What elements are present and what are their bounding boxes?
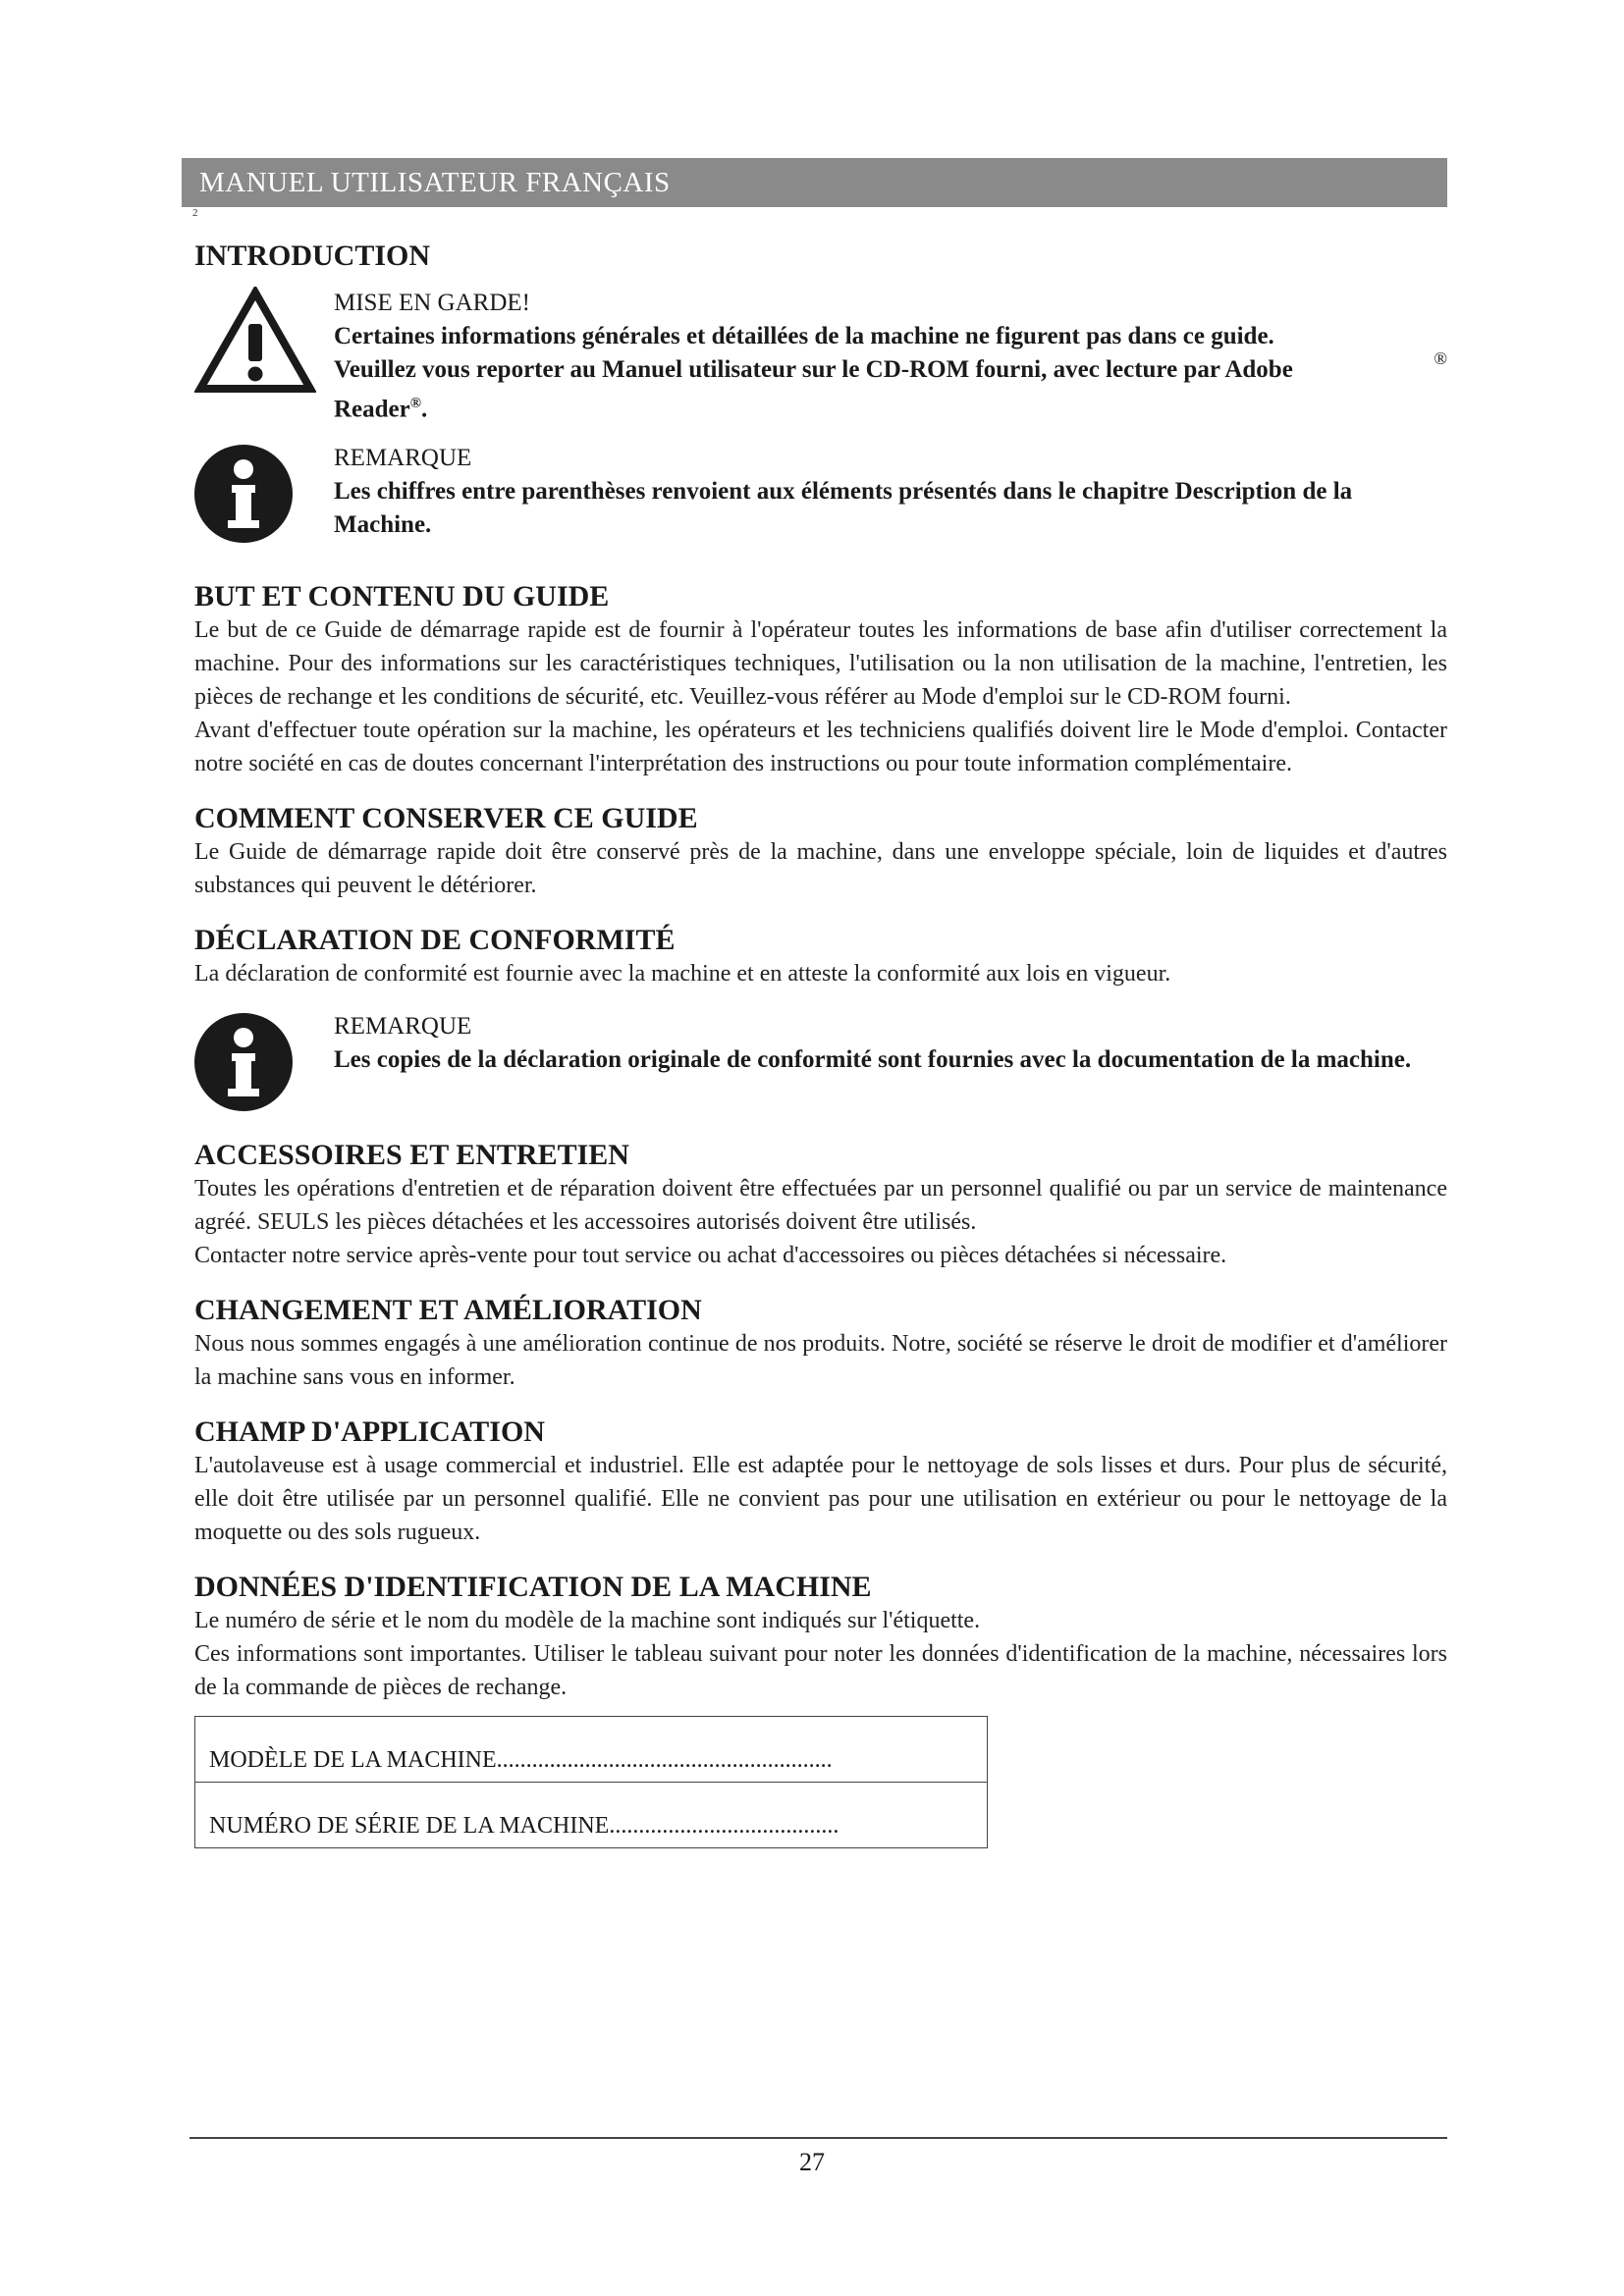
intro-note: [194, 442, 1447, 551]
changement-paragraph: Nous nous sommes engagés à une amélioration continue de nos produits. Notre, société se réserve le droit de modifier et d'améliorer la machine sans vous en informer.: [194, 1331, 1447, 1391]
warning-line-3: [334, 387, 1447, 426]
warning-line-3-end: .: [420, 396, 428, 423]
declaration-heading: DÉCLARATION DE CONFORMITÉ: [194, 924, 676, 957]
donnees-heading: DONNÉES D'IDENTIFICATION DE LA MACHINE: [194, 1571, 872, 1604]
warning-triangle-icon: [194, 287, 322, 400]
footer-divider: [189, 2137, 1447, 2139]
machine-model-field[interactable]: MODÈLE DE LA MACHINE.........................................................: [195, 1717, 988, 1783]
donnees-paragraph-1: Le numéro de série et le nom du modèle de la machine sont indiqués sur l'étiquette.: [194, 1608, 981, 1634]
content: [194, 240, 1447, 1848]
machine-serial-field[interactable]: NUMÉRO DE SÉRIE DE LA MACHINE.......................................: [195, 1783, 988, 1848]
declaration-note: [194, 1010, 1447, 1119]
accessoires-heading: ACCESSOIRES ET ENTRETIEN: [194, 1139, 629, 1172]
page-number: 27: [799, 2148, 825, 2176]
warning-title: MISE EN GARDE!: [334, 290, 530, 316]
note-title: REMARQUE: [334, 445, 472, 472]
warning-line-2: Veuillez vous reporter au Manuel utilisateur sur le CD-ROM fourni, avec lecture par Adobe: [334, 356, 1293, 383]
registered-mark-right: ®: [1434, 348, 1447, 368]
info-icon: [194, 442, 322, 551]
table-row: [195, 1783, 988, 1848]
registered-mark: ®: [409, 396, 421, 411]
but-paragraph-1: Le but de ce Guide de démarrage rapide est de fournir à l'opérateur toutes les informations de base afin d'utiliser correctement la machine. Pour des informations sur les caractéristiques techniques, l'utilisation ou la non utilisation de la machine, l'entretien, les pièces de rechange et les conditions de sécurité, etc. Veuillez-vous référer au Mode d'emploi sur le CD-ROM fourni.: [194, 617, 1447, 711]
conserver-paragraph: Le Guide de démarrage rapide doit être conservé près de la machine, dans une enveloppe spéciale, loin de liquides et d'autres substances qui peuvent le détériorer.: [194, 839, 1447, 899]
warning-line-1: Certaines informations générales et détaillées de la machine ne figurent pas dans ce guide.: [334, 323, 1274, 349]
header-title: MANUEL UTILISATEUR FRANÇAIS: [199, 167, 671, 198]
changement-heading: CHANGEMENT ET AMÉLIORATION: [194, 1294, 702, 1327]
header-small-number: 2: [192, 207, 198, 219]
header-bar: [182, 158, 1447, 207]
note-body: Les chiffres entre parenthèses renvoient aux éléments présentés dans le chapitre Description de la Machine.: [334, 478, 1353, 539]
warning-notice: [194, 287, 1447, 426]
declaration-note-title: REMARQUE: [334, 1013, 472, 1041]
identification-table: [194, 1716, 988, 1848]
reader-word: Reader: [334, 396, 410, 423]
declaration-note-body: Les copies de la déclaration originale de conformité sont fournies avec la documentation de la machine.: [334, 1046, 1412, 1074]
but-heading: BUT ET CONTENU DU GUIDE: [194, 580, 610, 614]
introduction-heading: INTRODUCTION: [194, 240, 431, 272]
info-icon: [194, 1010, 322, 1119]
champ-heading: CHAMP D'APPLICATION: [194, 1415, 545, 1449]
conserver-heading: COMMENT CONSERVER CE GUIDE: [194, 802, 698, 835]
but-paragraph-2: Avant d'effectuer toute opération sur la machine, les opérateurs et les techniciens qualifiés doivent lire le Mode d'emploi. Contacter notre société en cas de doutes concernant l'interprétation des instructions ou pour toute information complémentaire.: [194, 718, 1447, 777]
accessoires-paragraph-2: Contacter notre service après-vente pour tout service ou achat d'accessoires ou pièces détachées si nécessaire.: [194, 1243, 1227, 1269]
table-row: [195, 1717, 988, 1783]
accessoires-paragraph-1: Toutes les opérations d'entretien et de réparation doivent être effectuées par un personnel qualifié ou par un service de maintenance agréé. SEULS les pièces détachées et les accessoires autorisés doivent être utilisés.: [194, 1176, 1447, 1236]
champ-paragraph: L'autolaveuse est à usage commercial et industriel. Elle est adaptée pour le nettoyage de sols lisses et durs. Pour plus de sécurité, elle doit être utilisée par un personnel qualifié. Elle ne convient pas pour une utilisation en extérieur ou pour le nettoyage de la moquette ou des sols rugueux.: [194, 1453, 1447, 1546]
declaration-paragraph: La déclaration de conformité est fournie avec la machine et en atteste la conformité aux lois en vigueur.: [194, 961, 1171, 988]
donnees-paragraph-2: Ces informations sont importantes. Utiliser le tableau suivant pour noter les données d'identification de la machine, nécessaires lors de la commande de pièces de rechange.: [194, 1641, 1447, 1701]
